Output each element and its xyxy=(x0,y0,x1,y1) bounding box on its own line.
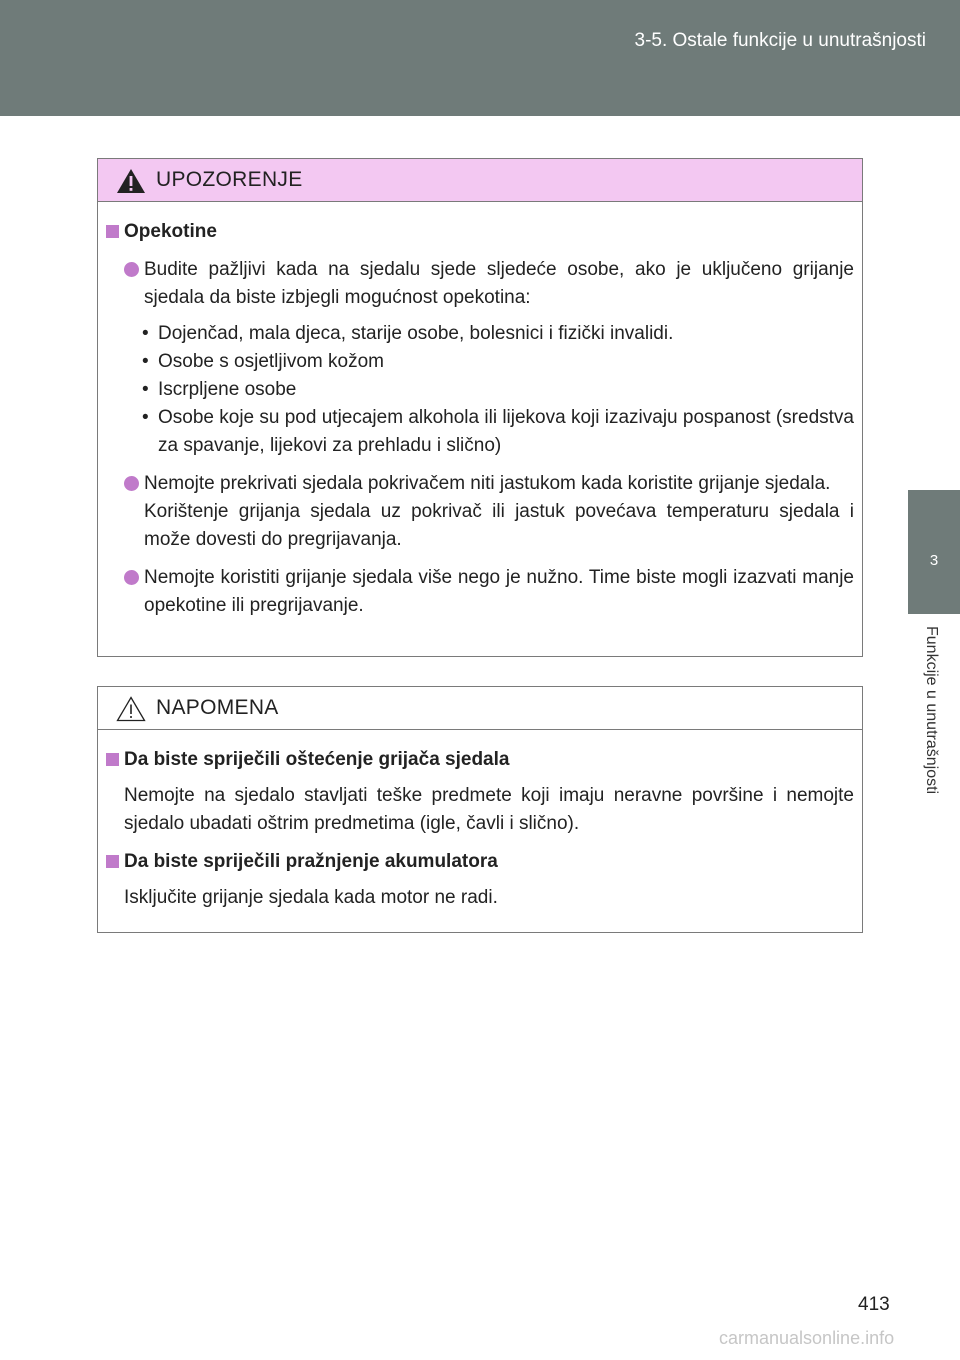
chapter-number: 3 xyxy=(929,552,939,569)
notice-title: NAPOMENA xyxy=(156,696,279,719)
warning-header xyxy=(98,159,862,202)
warning-item: Nemojte koristiti grijanje sjedala više nego je nužno. Time biste mogli izazvati manje opekotine ili pregrijavanje. xyxy=(98,564,854,620)
circle-bullet-icon xyxy=(124,570,139,585)
square-bullet-icon xyxy=(106,753,119,766)
watermark: carmanualsonline.info xyxy=(719,1328,895,1348)
chapter-label: Funkcije u unutrašnjosti xyxy=(923,626,940,795)
circle-bullet-icon xyxy=(124,262,139,277)
list-item: • Osobe s osjetljivom kožom xyxy=(142,351,384,372)
warning-filled-icon xyxy=(116,168,146,194)
warning-title: UPOZORENJE xyxy=(156,168,303,191)
notice-paragraph: Nemojte na sjedalo stavljati teške predmete koji imaju neravne površine i nemojte sjedalo ubadati oštrim predmetima (igle, čavli i slično). xyxy=(124,785,854,834)
square-bullet-icon xyxy=(106,855,119,868)
square-bullet-icon xyxy=(106,225,119,238)
notice-heading: Da biste spriječili pražnjenje akumulatora xyxy=(98,848,854,876)
warning-box xyxy=(97,158,863,657)
list-item: • Iscrpljene osobe xyxy=(142,379,297,400)
notice-paragraph: Isključite grijanje sjedala kada motor ne radi. xyxy=(124,887,498,908)
list-item: • Dojenčad, mala djeca, starije osobe, bolesnici i fizički invalidi. xyxy=(142,323,674,344)
warning-heading: Opekotine xyxy=(98,218,854,246)
bullet-list xyxy=(98,320,854,460)
notice-box xyxy=(97,686,863,933)
page-header xyxy=(0,0,960,116)
warning-item: Nemojte prekrivati sjedala pokrivačem niti jastukom kada koristite grijanje sjedala. Korištenje grijanja sjedala uz pokrivač ili jastuk povećava temperaturu sjedala i može dovesti do pregrijavanja. xyxy=(98,470,854,554)
circle-bullet-icon xyxy=(124,476,139,491)
notice-heading: Da biste spriječili oštećenje grijača sjedala xyxy=(98,746,854,774)
chapter-tab xyxy=(908,490,960,614)
chapter-label-container xyxy=(908,620,960,860)
caution-outline-icon xyxy=(116,696,146,722)
section-title: 3-5. Ostale funkcije u unutrašnjosti xyxy=(634,30,926,51)
warning-item: Budite pažljivi kada na sjedalu sjede sljedeće osobe, ako je uključeno grijanje sjedala da biste izbjegli mogućnost opekotina: • Dojenčad, mala djeca, starije osobe, bolesnici i fizički invalidi. • Osobe s osjetljivom kožom • Iscrpljene osobe • Osobe koje su pod utjecajem alkohola ili lijekova koji izazivaju pospanost (sredstva za spavanje, lijekovi za prehladu i slično) xyxy=(98,256,854,460)
notice-header xyxy=(98,687,862,730)
list-item: • Osobe koje su pod utjecajem alkohola ili lijekova koji izazivaju pospanost (sredstva za spavanje, lijekovi za prehladu i slično) xyxy=(142,407,854,456)
page-number: 413 xyxy=(858,1294,890,1315)
